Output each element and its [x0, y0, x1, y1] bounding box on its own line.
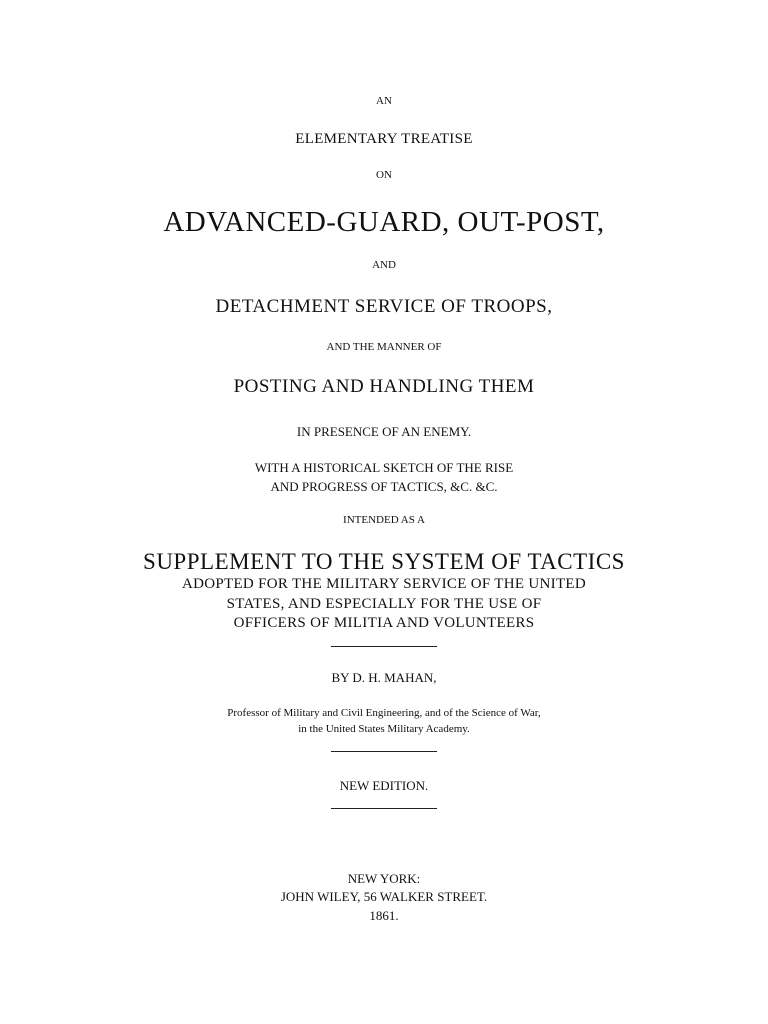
author-title-line: Professor of Military and Civil Engineering, and of the Science of War, [227, 707, 541, 719]
elementary-treatise-line: ELEMENTARY TREATISE [295, 131, 473, 147]
imprint-city: NEW YORK: [347, 871, 421, 886]
on-line: ON [376, 169, 392, 181]
main-title: ADVANCED-GUARD, OUT-POST, [163, 206, 605, 238]
divider-rule [331, 808, 437, 809]
divider-rule [331, 646, 437, 647]
author-line: BY D. H. MAHAN, [331, 670, 437, 685]
imprint-year: 1861. [369, 908, 399, 923]
imprint-publisher: JOHN WILEY, 56 WALKER STREET. [280, 889, 488, 904]
and-the-manner-of-line: AND THE MANNER OF [326, 341, 442, 353]
in-presence-line: IN PRESENCE OF AN ENEMY. [296, 424, 472, 439]
author-title-line: in the United States Military Academy. [298, 723, 470, 735]
edition-line: NEW EDITION. [339, 778, 429, 793]
and-line: AND [372, 259, 396, 271]
adopted-for-line: STATES, AND ESPECIALLY FOR THE USE OF [226, 596, 542, 612]
historical-sketch-line: AND PROGRESS OF TACTICS, &C. &C. [270, 479, 498, 494]
supplement-title: SUPPLEMENT TO THE SYSTEM OF TACTICS [143, 549, 625, 574]
historical-sketch-line: WITH A HISTORICAL SKETCH OF THE RISE [254, 460, 514, 475]
subtitle-detachment: DETACHMENT SERVICE OF TROOPS, [215, 296, 553, 317]
subtitle-posting: POSTING AND HANDLING THEM [233, 376, 535, 397]
adopted-for-line: ADOPTED FOR THE MILITARY SERVICE OF THE UNITED [181, 576, 587, 592]
intended-as-a-line: INTENDED AS A [343, 514, 425, 526]
divider-rule [331, 751, 437, 752]
an-line: AN [376, 95, 392, 107]
adopted-for-line: OFFICERS OF MILITIA AND VOLUNTEERS [233, 615, 535, 631]
